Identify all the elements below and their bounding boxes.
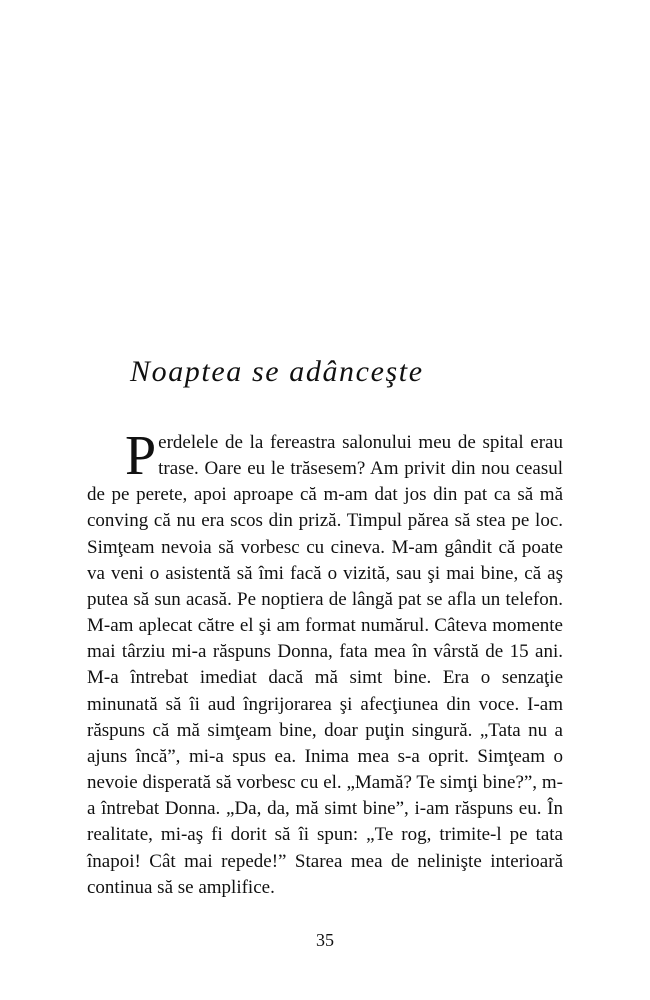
paragraph-text: erdelele de la fereastra salonului meu de spital erau trase. Oare eu le trăsesem? Am privit din nou ceasul de pe perete, apoi aproape că m-am dat jos din pat ca să mă conving că nu era scos din priză. Timpul părea să stea pe loc. Simţeam nevoia să vorbesc cu cineva. M-am gândit că poate va veni o asistentă să îmi facă o vizită, sau şi mai bine, că aş putea să sun acasă. Pe noptiera de lângă pat se afla un telefon. M-am aplecat către el şi am format numărul. Câteva momente mai târziu mi-a răspuns Donna, fata mea în vârstă de 15 ani. M-a întrebat imediat dacă mă simt bine. Era o senzaţie minunată să îi aud îngrijorarea şi afecţiunea din voce. I-am răspuns că mă simţeam bine, doar puţin singură. „Tata nu a ajuns încă”, mi-a spus ea. Inima mea s-a oprit. Simţeam o nevoie disperată să vorbesc cu el. „Mamă? Te simţi bine?”, m-a întrebat Donna. „Da, da, mă simt bine”, i-am răspuns eu. În realitate, mi-aş fi dorit să îi spun: „Te rog, trimite-l pe tata înapoi! Cât mai repede!” Starea mea de nelinişte interioară continua să se amplifice. [87, 432, 563, 898]
body-paragraph [87, 425, 563, 901]
chapter-title: Noaptea se adânceşte [130, 355, 424, 388]
drop-cap-letter: P [125, 425, 157, 487]
page-number: 35 [316, 930, 334, 950]
